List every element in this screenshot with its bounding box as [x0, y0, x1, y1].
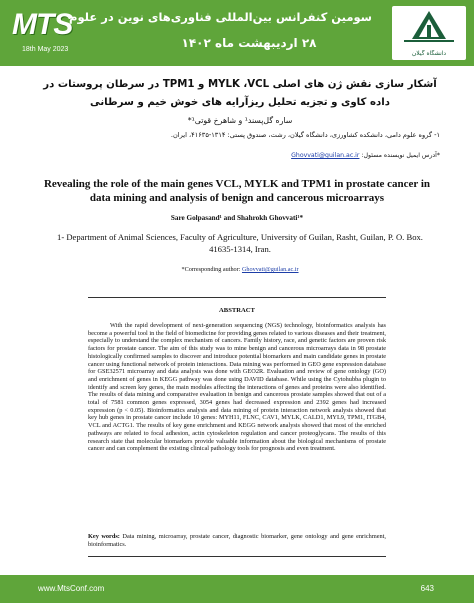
abstract-paragraph: With the rapid development of next-generation sequencing (NGS) technology, bioinformatics analysis has become a powerful tool in the field of biomedicine for providing genes related to various diseases and their treatment, especially to understand the complex mechanism of cancers. Family history, race, and genetic factors are proven risk factors for prostate cancer. The aim of this study was to mine benign and cancerous microarrays data in 98 prostate histologically confirmed samples to discover and introduce potential biomarkers and main candidate genes in prostate cancer using functional network of protein interactions. Data mining was performed in GEO gene expression database for GSE32571 microarray and data analysis was done with GEO2R. Evaluation and review of gene ontology (GO) and enrichment of genes in KEGG pathway was done using DAVID database. While using the Cytohubba plugin to identify and screen key genes, the main modules affecting the interactions of genes and proteins were also identified. The results of data mining and comparative evaluation in benign and cancerous prostate samples showed that out of a total of 7581 common genes expressed, 3054 genes had decreased expression and 2392 genes had increased expression (p < 0.05). Bioinformatics analysis and data mining of protein interaction network analysis showed that key hub genes in prostate cancer include 10 genes: MYH11, FLNC, CAV1, MYLK, CALD1, MYL9, TPM1, ITGB4, VCL and ACTG1. The results of key gene enrichment and KEGG network analysis showed that most of the enriched pathways are related to focal adhesion, actin cytoskeleton regulation and cancer proteoglycans. The results of this research state that molecular biomarkers provide valuable information about the biological mechanisms of prostate cancer and can complement the existing clinical pathology tools for prognosis and even treatment.	[88, 322, 386, 453]
english-title: Revealing the role of the main genes VCL, MYLK and TPM1 in prostate cancer in data mining and analysis of benign and cancerous microarrays	[43, 178, 431, 204]
persian-corr-label: *آدرس ایمیل نویسنده مسئول:	[361, 152, 440, 159]
conference-title: سومین کنفرانس بین‌المللی فناوری‌های نوین در علوم	[69, 10, 372, 24]
university-logo	[392, 6, 466, 60]
university-emblem-icon	[396, 9, 462, 45]
persian-affiliation: ۱- گروه علوم دامی، دانشکده کشاورزی، دانشگاه گیلان، رشت، صندوق پستی: ۱۳۱۴-۴۱۶۳۵، ایران.	[170, 131, 440, 139]
abstract-body	[88, 322, 386, 453]
page-footer	[0, 575, 474, 603]
footer-website-link[interactable]: www.MtsConf.com	[38, 584, 105, 593]
english-authors: Sare Golpasand¹ and Shahrokh Ghovvati¹*	[170, 214, 304, 222]
persian-title	[40, 76, 440, 112]
conference-date: ۲۸ اردیبهشت ماه ۱۴۰۲	[181, 36, 317, 50]
university-logo-caption: دانشگاه گیلان	[411, 50, 447, 57]
keywords-label: Key words:	[88, 533, 120, 540]
conference-header-banner	[0, 0, 474, 66]
keywords-text: Data mining, microarray, prostate cancer, diagnostic biomarker, gene ontology and gene enrichment, bioinformatics.	[88, 533, 386, 548]
abstract-top-divider	[88, 297, 386, 298]
mts-logo-date: 18th May 2023	[22, 46, 69, 53]
abstract-bottom-divider	[88, 556, 386, 557]
persian-corresponding-author	[40, 152, 440, 159]
abstract-heading: ABSTRACT	[219, 307, 255, 314]
english-affiliation: 1- Department of Animal Sciences, Faculty of Agriculture, University of Guilan, Rasht, Guilan, P. O. Box. 41635-1314, Iran.	[57, 232, 423, 254]
english-corr-label: *Corresponding author:	[181, 266, 241, 273]
persian-authors: ساره گل‌پسند¹ و شاهرخ قوتی¹*	[187, 116, 293, 125]
persian-corr-email-link[interactable]: Ghovvati@guilan.ac.ir	[291, 152, 360, 159]
persian-title-line-1: آشکار سازی نقش ژن های اصلی MYLK ،VCL و TPM1 در سرطان پروستات در	[43, 79, 437, 90]
keywords	[88, 533, 386, 548]
persian-title-line-2: داده کاوی و تجزیه تحلیل ریزآرایه های خوش خیم و سرطانی	[90, 97, 390, 108]
page-number: 643	[420, 584, 434, 593]
english-corresponding-author	[50, 266, 430, 273]
mts-logo-text: MTS	[12, 8, 73, 41]
english-corr-email-link[interactable]: Ghovvati@guilan.ac.ir	[241, 266, 299, 273]
